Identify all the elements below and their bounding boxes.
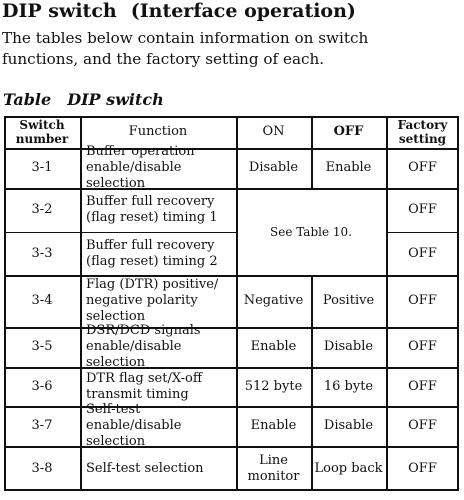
function-text: Flag (DTR) positive/ negative polarity selection (86, 277, 219, 324)
header-off: OFF (333, 124, 364, 139)
on-value: Disable (248, 160, 299, 175)
switch-number: 3-4 (31, 293, 53, 308)
header-switch-number: Switch number (15, 118, 69, 146)
factory-value: OFF (408, 339, 437, 354)
on-value: Negative (243, 293, 304, 308)
heading-title: DIP switch (2, 0, 117, 22)
header-factory-setting: Factory setting (397, 118, 448, 146)
factory-value: OFF (408, 418, 437, 433)
off-value: Loop back (314, 460, 383, 476)
header-function: Function (128, 124, 188, 139)
function-text: DSR/DCD signals enable/disable selection (86, 323, 201, 370)
factory-value: OFF (408, 202, 437, 217)
switch-number: 3-2 (31, 202, 53, 217)
switch-number: 3-5 (31, 339, 53, 354)
switch-number: 3-1 (31, 160, 53, 175)
switch-number: 3-6 (31, 378, 53, 394)
off-value: Disable (323, 339, 374, 354)
heading-subtitle: (Interface operation) (130, 0, 356, 22)
function-text: Buffer full recovery (flag reset) timing 1 (86, 194, 218, 225)
off-value: Positive (322, 293, 375, 308)
factory-value: OFF (408, 245, 437, 261)
switch-number: 3-8 (31, 460, 53, 476)
table-caption (3, 90, 164, 109)
on-value: 512 byte (244, 378, 303, 394)
see-table-note: See Table 10. (270, 224, 352, 239)
function-text: DTR flag set/X-off transmit timing (86, 370, 203, 402)
table-caption-title: DIP switch (67, 90, 164, 109)
function-text: Self-test enable/disable selection (86, 402, 182, 449)
factory-value: OFF (408, 378, 437, 394)
factory-value: OFF (408, 460, 437, 476)
header-on: ON (262, 124, 285, 139)
on-value: Enable (250, 339, 297, 354)
on-value: Enable (250, 418, 297, 433)
function-text: Self-test selection (86, 460, 204, 476)
switch-number: 3-3 (31, 245, 53, 261)
function-text: Buffer operation enable/disable selection (86, 144, 195, 191)
intro-paragraph: The tables below contain information on switch functions, and the factory setting of each. (2, 29, 369, 68)
off-value: Disable (323, 418, 374, 433)
table-caption-label: Table (3, 90, 52, 109)
function-text: Buffer full recovery (flag reset) timing 2 (86, 237, 218, 269)
factory-value: OFF (408, 160, 437, 175)
on-value: Line monitor (247, 452, 300, 484)
off-value: 16 byte (323, 378, 374, 394)
dip-switch-table (4, 116, 459, 491)
off-value: Enable (325, 160, 372, 175)
section-heading (2, 0, 356, 24)
switch-number: 3-7 (31, 418, 53, 433)
factory-value: OFF (408, 293, 437, 308)
